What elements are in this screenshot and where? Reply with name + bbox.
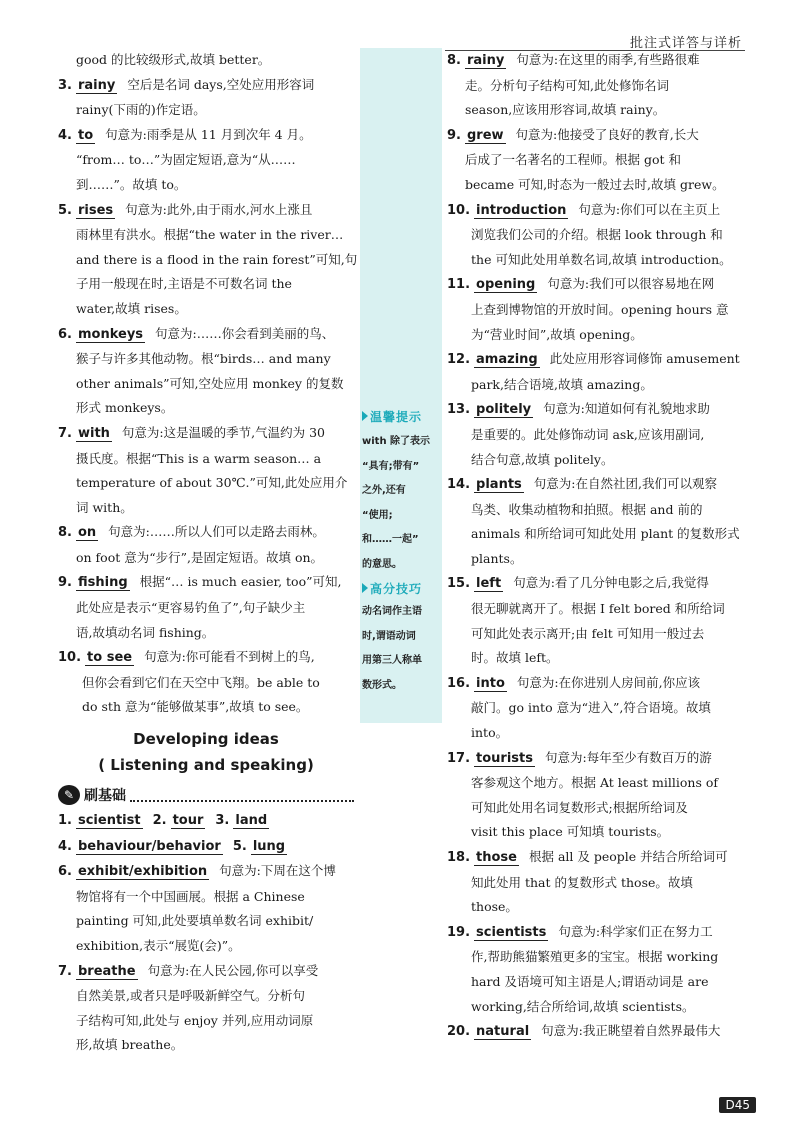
page-header-title: 批注式详答与详析 (629, 36, 742, 51)
explanation-text: 句意为:下周在这个博 (219, 863, 336, 879)
tip-line: 之外,还有 (362, 485, 406, 497)
tip1-title: 温馨提示 (362, 408, 422, 425)
explanation-text: on foot 意为“步行”,是固定短语。故填 on。 (76, 549, 324, 565)
answer-line (447, 845, 745, 871)
answer-number: 9. (447, 127, 461, 143)
answer-number: 13. (447, 402, 471, 418)
intro-text (58, 48, 354, 73)
answer-line (58, 520, 354, 546)
explanation-text: do sth 意为“能够做某事”,故填 to see。 (82, 699, 309, 715)
explanation-text: animals 和所给词可知此处用 plant 的复数形式 (471, 526, 740, 542)
explanation-text: 走。分析句子结构可知,此处修饰名词 (465, 77, 669, 93)
page-number: D45 (719, 1097, 756, 1113)
tip-line: “使用; (362, 509, 393, 521)
answer-item (447, 198, 745, 273)
explanation-text: 句意为:你可能看不到树上的鸟, (144, 649, 315, 665)
answer-line (447, 123, 745, 149)
answer-word: rainy (77, 77, 116, 93)
tip2-body (362, 600, 440, 698)
answer-item (447, 347, 745, 397)
answer-item (58, 123, 354, 198)
answer-word: into (476, 675, 505, 691)
answer-number: 4. (58, 838, 72, 854)
answer-item (58, 959, 354, 1058)
answer-word: grew (466, 127, 504, 143)
explanation-text: 此处应是表示“更容易钓鱼了”,句子缺少主 (76, 600, 306, 616)
explanation-text: 此处应用形容词修饰 amusement (549, 351, 740, 367)
answer-number: 5. (232, 838, 247, 854)
answer-item (58, 645, 354, 720)
section-title: Developing ideas (133, 730, 279, 749)
answer-number: 12. (447, 352, 471, 368)
answer-number: 14. (447, 477, 471, 493)
explanation-text: 子用一般现在时,主语是不可数名词 the (76, 276, 292, 292)
answer-number: 16. (447, 675, 471, 691)
explanation-text: 很无聊就离开了。根据 I felt bored 和所给词 (471, 601, 725, 617)
answer-word: rainy (466, 53, 505, 68)
answer-item (58, 73, 354, 123)
explanation-text: 句意为:在你进别人房间前,你应该 (516, 674, 701, 690)
answer-word: rises (77, 202, 114, 218)
answer-number: 5. (58, 202, 72, 218)
explanation-text: 猴子与许多其他动物。根“birds… and many (76, 351, 331, 367)
right-answer-list (447, 48, 745, 1045)
answer-line (58, 73, 354, 99)
answer-word: lung (252, 838, 286, 854)
explanation-text: 但你会看到它们在天空中飞翔。be able to (82, 674, 320, 690)
answer-number: 17. (447, 750, 471, 766)
answer-word: scientists (476, 924, 547, 940)
answer-item (447, 746, 745, 845)
answer-word: plants (476, 477, 522, 493)
explanation-text: 句意为:此外,由于雨水,河水上涨且 (125, 201, 313, 217)
explanation-text: 语,故填动名词 fishing。 (76, 624, 215, 640)
right-column (447, 48, 745, 1045)
explanation-text: 句意为:在人民公园,你可以享受 (147, 962, 319, 978)
answer-item (447, 571, 745, 670)
answer-line (447, 347, 745, 373)
answer-word: tourists (476, 750, 533, 766)
answer-line (447, 920, 745, 946)
explanation-text: 是重要的。此处修饰动词 ask,应该用副词, (471, 426, 705, 442)
answer-line (447, 272, 745, 298)
answer-word: natural (476, 1024, 530, 1040)
answer-line (58, 198, 354, 224)
explanation-text: 可知此处表示离开;由 felt 可知用一般过去 (471, 625, 705, 641)
explanation-text: into。 (471, 725, 509, 741)
quick-answers-row-1 (58, 808, 354, 834)
explanation-text: 句意为:雨季是从 11 月到次年 4 月。 (105, 126, 312, 142)
explanation-text: 结合句意,故填 politely。 (471, 451, 614, 467)
answer-number: 11. (447, 277, 471, 293)
answer-number: 18. (447, 850, 471, 865)
answer-line (447, 198, 745, 224)
answer-word: breathe (77, 963, 136, 979)
explanation-text: 词 with。 (76, 499, 133, 515)
tip2-title: 高分技巧 (362, 580, 422, 597)
explanation-text: 上查到博物馆的开放时间。opening hours 意 (471, 301, 729, 317)
answer-item (447, 123, 745, 198)
answer-number: 6. (58, 326, 72, 342)
answer-number: 8. (58, 525, 72, 541)
explanation-text: 子结构可知,此处与 enjoy 并列,应用动词原 (76, 1012, 314, 1028)
answer-item (447, 272, 745, 347)
explanation-text: 空后是名词 days,空处应用形容词 (127, 76, 315, 92)
explanation-text: exhibition,表示“展览(会)”。 (76, 938, 241, 953)
answer-line (447, 397, 745, 423)
explanation-text: 根据 all 及 people 并结合所给词可 (529, 849, 728, 864)
tip-line: with 除了表示 (362, 436, 431, 447)
answer-number: 2. (152, 813, 167, 829)
answer-item (58, 570, 354, 645)
section-subtitle: ( Listening and speaking) (98, 756, 314, 775)
tip1-body (362, 430, 440, 578)
answer-number: 15. (447, 576, 471, 592)
explanation-text: 物馆将有一个中国画展。根据 a Chinese (76, 888, 305, 904)
explanation-text: 为“营业时间”,故填 opening。 (471, 326, 643, 342)
explanation-text: 知此处用 that 的复数形式 those。故填 (471, 874, 693, 890)
explanation-text: the 可知此处用单数名词,故填 introduction。 (471, 251, 732, 267)
answer-number: 3. (58, 77, 72, 93)
explanation-text: rainy(下雨的)作定语。 (76, 102, 206, 118)
explanation-text: 雨林里有洪水。根据“the water in the river… (76, 227, 344, 243)
answer-line (58, 421, 354, 447)
answer-line (447, 1019, 745, 1045)
explanation-text: 时。故填 left。 (471, 650, 559, 666)
explanation-text: 摄氏度。根据“This is a warm season… a (76, 450, 322, 466)
explanation-text: temperature of about 30℃.”可知,此处应用介 (76, 475, 348, 491)
answer-word: opening (476, 277, 536, 293)
answer-word: to (77, 127, 94, 143)
explanation-text: season,应该用形容词,故填 rainy。 (465, 102, 666, 118)
arrow-icon (362, 583, 368, 593)
explanation-text: 自然美景,或者只是呼吸新鲜空气。分析句 (76, 988, 305, 1004)
answer-item (447, 1019, 745, 1045)
answer-line (447, 472, 745, 498)
explanation-text: hard 及语境可知主语是人;谓语动词是 are (471, 973, 709, 989)
answer-line (447, 746, 745, 772)
explanation-text: 到……”。故填 to。 (76, 176, 187, 192)
explanation-text: “from… to…”为固定短语,意为“从…… (76, 152, 296, 168)
answer-number: 8. (447, 53, 461, 68)
quick-answers-row-2 (58, 834, 354, 860)
answer-line (58, 959, 354, 985)
answer-number: 10. (58, 650, 82, 666)
answer-item (447, 671, 745, 746)
explanation-text: plants。 (471, 550, 523, 566)
explanation-text: those。 (471, 899, 518, 915)
explanation-text: 句意为:他接受了良好的教育,长大 (515, 126, 699, 142)
explanation-text: 后成了一名著名的工程师。根据 got 和 (465, 152, 681, 168)
answer-number: 9. (58, 575, 72, 591)
explanation-text: 句意为:我正眺望着自然界最伟大 (541, 1023, 721, 1039)
explanation-text: 浏览我们公司的介绍。根据 look through 和 (471, 227, 723, 243)
answer-number: 6. (58, 864, 72, 880)
tip-line: 动名词作主语 (362, 606, 422, 617)
answer-word: monkeys (77, 326, 144, 342)
explanation-text: 句意为:……所以人们可以走路去雨林。 (108, 524, 325, 540)
answer-line (447, 671, 745, 697)
answer-word: those (476, 850, 517, 865)
dotted-divider (130, 788, 354, 802)
answer-number: 19. (447, 924, 471, 940)
answer-word: with (77, 425, 110, 441)
explanation-text: 作,帮助熊猫繁殖更多的宝宝。根据 working (471, 949, 719, 965)
tip-line: 和……一起” (362, 534, 419, 546)
left-column (58, 48, 358, 1058)
practice-badge: ✎ 刷基础 (58, 785, 126, 805)
answer-word: behaviour/behavior (77, 838, 221, 854)
answer-item (58, 520, 354, 570)
answer-line (447, 48, 745, 74)
left-answer-list (58, 73, 358, 720)
answer-item (447, 920, 745, 1019)
answer-word: left (476, 576, 502, 592)
explanation-text: 可知此处用名词复数形式;根据所给词及 (471, 799, 688, 815)
answer-number: 10. (447, 202, 471, 218)
answer-item (447, 845, 745, 920)
tip-line: 的意思。 (362, 558, 402, 570)
answer-word: politely (476, 402, 532, 418)
explanation-text: good 的比较级形式,故填 better。 (76, 52, 271, 67)
badge-row (58, 782, 354, 808)
answer-line (58, 570, 354, 596)
explanation-text: 句意为:看了几分钟电影之后,我觉得 (513, 575, 709, 591)
tip-line: 时,谓语动词 (362, 630, 416, 642)
answer-word: fishing (77, 575, 128, 591)
explanation-text: painting 可知,此处要填单数名词 exhibit/ (76, 913, 314, 929)
explanation-text: 鸟类、收集动植物和拍照。根据 and 前的 (471, 501, 703, 517)
explanation-text: park,结合语境,故填 amazing。 (471, 376, 653, 392)
explanation-text: 句意为:在自然社团,我们可以观察 (533, 476, 717, 492)
explanation-text: water,故填 rises。 (76, 300, 187, 316)
answer-line (58, 859, 354, 885)
answer-number: 20. (447, 1024, 471, 1040)
answer-item (447, 48, 745, 123)
answer-number: 4. (58, 127, 72, 143)
explanation-text: 句意为:这是温暖的季节,气温约为 30 (121, 424, 325, 440)
explanation-text: 句意为:知道如何有礼貌地求助 (543, 401, 710, 417)
explanation-text: 根据“… is much easier, too”可知, (139, 574, 342, 590)
explanation-text: visit this place 可知填 tourists。 (471, 824, 670, 840)
answer-number: 7. (58, 425, 72, 441)
answer-word: to see (87, 650, 133, 666)
explanation-text: and there is a flood in the rain forest”可知,句 (76, 251, 358, 267)
answer-number: 7. (58, 963, 72, 979)
explanation-text: became 可知,时态为一般过去时,故填 grew。 (465, 176, 725, 192)
answer-word: amazing (476, 352, 538, 368)
explanation-text: 句意为:在这里的雨季,有些路很难 (516, 52, 700, 67)
explanation-text: 敲门。go into 意为“进入”,符合语境。故填 (471, 700, 711, 716)
answer-word: scientist (77, 813, 141, 829)
answer-number: 1. (58, 813, 72, 829)
explanation-text: other animals”可知,空处应用 monkey 的复数 (76, 375, 344, 391)
answer-word: exhibit/exhibition (77, 864, 208, 880)
explanation-text: 句意为:……你会看到美丽的鸟、 (155, 325, 335, 341)
explanation-text: 句意为:我们可以很容易地在网 (547, 276, 715, 292)
explanation-text: 句意为:你们可以在主页上 (578, 201, 721, 217)
answer-item (447, 397, 745, 472)
tip-line: 数形式。 (362, 679, 402, 691)
explanation-text: working,结合所给词,故填 scientists。 (471, 998, 695, 1014)
answer-word: on (77, 525, 97, 541)
explanation-text: 客参观这个地方。根据 At least millions of (471, 775, 718, 791)
answer-word: introduction (476, 202, 567, 218)
answer-number: 3. (215, 813, 230, 829)
explanation-text: 句意为:每年至少有数百万的游 (545, 749, 712, 765)
tip-line: “具有;带有” (362, 460, 420, 472)
answer-item (58, 322, 354, 421)
answer-line (58, 322, 354, 348)
explanation-text: 形,故填 breathe。 (76, 1037, 184, 1053)
answer-line (58, 123, 354, 149)
answer-item (447, 472, 745, 571)
answer-word: land (235, 813, 268, 829)
answer-item (58, 859, 354, 958)
left-answer-list-2 (58, 859, 354, 1058)
tip-line: 用第三人称单 (362, 655, 422, 667)
answer-item (58, 198, 358, 322)
arrow-icon (362, 411, 368, 421)
answer-line (58, 645, 354, 671)
explanation-text: 形式 monkeys。 (76, 400, 174, 416)
answer-item (58, 421, 354, 520)
explanation-text: 句意为:科学家们正在努力工 (558, 923, 713, 939)
pencil-icon: ✎ (58, 785, 80, 805)
answer-line (447, 571, 745, 597)
answer-word: tour (172, 813, 204, 829)
